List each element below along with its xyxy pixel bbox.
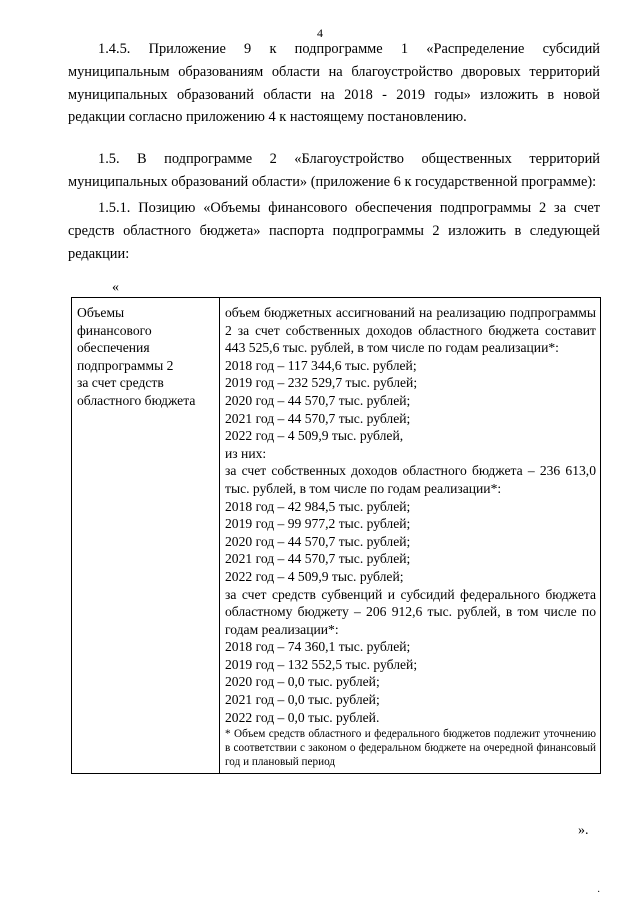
funding-year-line: 2021 год – 44 570,7 тыс. рублей; bbox=[225, 410, 411, 426]
table-row bbox=[72, 298, 601, 774]
left-cell-line: Объемы bbox=[77, 305, 125, 320]
opening-quote-mark: « bbox=[112, 280, 119, 295]
page-number: 4 bbox=[317, 26, 323, 40]
left-cell-line: областного бюджета bbox=[77, 392, 196, 408]
closing-quote-mark: ». bbox=[578, 823, 589, 838]
funding-year-line: 2020 год – 44 570,7 тыс. рублей; bbox=[225, 533, 411, 549]
table-right-cell bbox=[220, 298, 601, 774]
federal-budget-text: за счет средств субвенций и субсидий федерального бюджета областному бюджету – 206 912,6 тыс. рублей, в том числе по годам реализации*: bbox=[225, 586, 596, 637]
stray-mark: · bbox=[597, 887, 601, 898]
funding-year-line: 2020 год – 44 570,7 тыс. рублей; bbox=[225, 392, 411, 408]
paragraph-1-4-5: 1.4.5. Приложение 9 к подпрограмме 1 «Распределение субсидий муниципальным образованиям области на благоустройство дворовых территорий муниципальных образований области на 2018 - 2019 годы» изложить в новой редакции согласно приложению 4 к настоящему постановлению. bbox=[68, 41, 600, 126]
funding-year-line: 2022 год – 4 509,9 тыс. рублей, bbox=[225, 428, 404, 444]
paragraph-1-5: 1.5. В подпрограмме 2 «Благоустройство общественных территорий муниципальных образований области» (приложение 6 к государственной программе): bbox=[68, 151, 600, 190]
funding-total-text: объем бюджетных ассигнований на реализацию подпрограммы 2 за счет собственных доходов областного бюджета составит 443 525,6 тыс. рублей, в том числе по годам реализации*: bbox=[225, 305, 596, 356]
paragraph-1-5-1: 1.5.1. Позицию «Объемы финансового обеспечения подпрограммы 2 за счет средств областного бюджета» паспорта подпрограммы 2 изложить в следующей редакции: bbox=[68, 200, 600, 262]
funding-year-line: 2018 год – 117 344,6 тыс. рублей; bbox=[225, 357, 417, 373]
regional-budget-text: за счет собственных доходов областного бюджета – 236 613,0 тыс. рублей, в том числе по годам реализации*: bbox=[225, 463, 596, 496]
funding-year-line: 2018 год – 74 360,1 тыс. рублей; bbox=[225, 639, 411, 655]
funding-year-line: 2020 год – 0,0 тыс. рублей; bbox=[225, 674, 380, 690]
funding-year-line: 2019 год – 232 529,7 тыс. рублей; bbox=[225, 375, 418, 391]
funding-year-line: 2021 год – 0,0 тыс. рублей; bbox=[225, 692, 380, 708]
funding-year-line: 2022 год – 0,0 тыс. рублей. bbox=[225, 709, 380, 725]
table-left-cell bbox=[72, 298, 220, 774]
funding-year-line: 2022 год – 4 509,9 тыс. рублей; bbox=[225, 568, 404, 584]
funding-year-line: 2019 год – 99 977,2 тыс. рублей; bbox=[225, 516, 411, 532]
left-cell-line: за счет средств bbox=[77, 375, 164, 391]
funding-subheading: из них: bbox=[225, 445, 267, 461]
table-footnote: * Объем средств областного и федерального бюджетов подлежит уточнению в соответствии с законом о федеральном бюджете на очередной финансовый год и плановый период bbox=[225, 728, 596, 769]
funding-year-line: 2018 год – 42 984,5 тыс. рублей; bbox=[225, 498, 411, 514]
funding-year-line: 2019 год – 132 552,5 тыс. рублей; bbox=[225, 656, 418, 672]
left-cell-line: обеспечения bbox=[77, 340, 150, 356]
funding-table bbox=[71, 297, 601, 774]
left-cell-line: финансового bbox=[77, 322, 152, 338]
funding-year-line: 2021 год – 44 570,7 тыс. рублей; bbox=[225, 551, 411, 567]
left-cell-line: подпрограммы 2 bbox=[77, 357, 174, 373]
